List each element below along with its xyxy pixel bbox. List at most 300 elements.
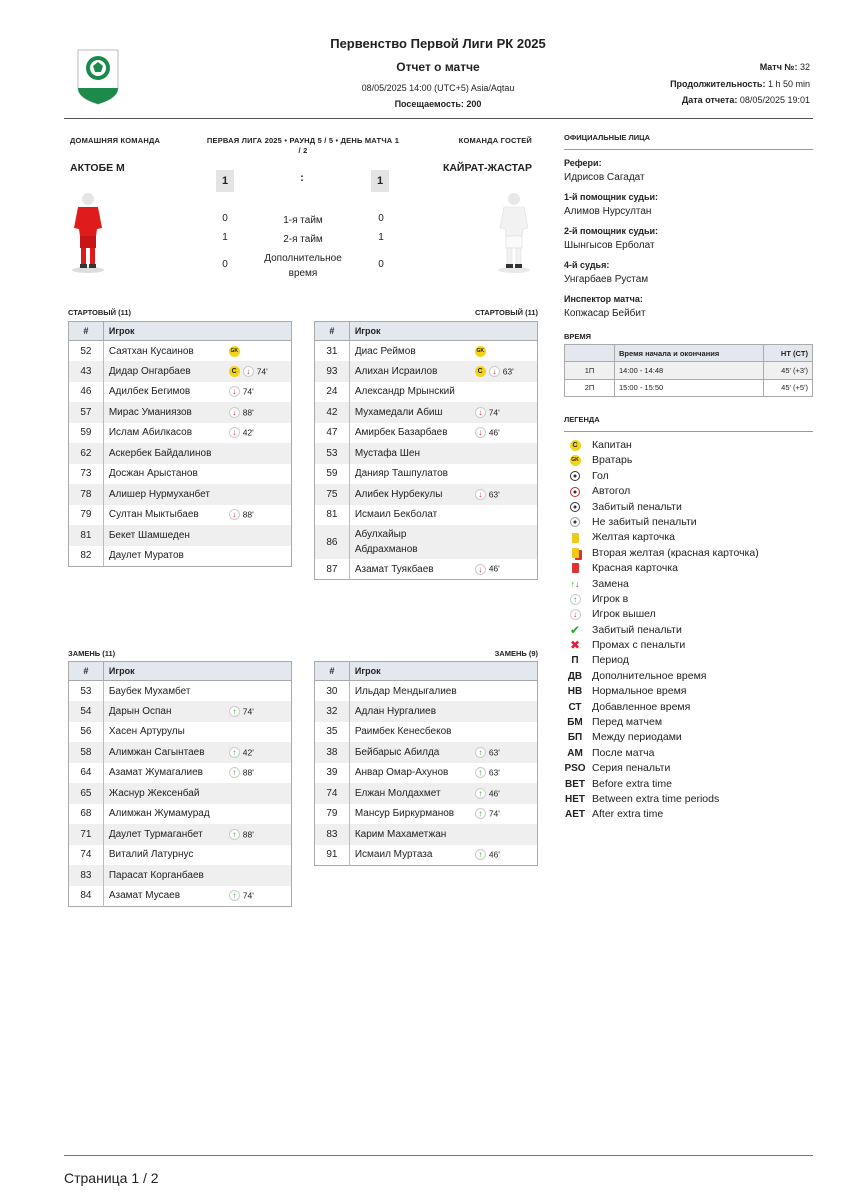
player-name: Азамат Мусаев [108, 890, 181, 901]
player-row [315, 742, 538, 763]
substitution-icon: ↑↓ [570, 578, 580, 589]
player-number: 87 [315, 559, 350, 580]
legend-label: Дополнительное время [592, 669, 707, 682]
player-number: 81 [69, 525, 104, 546]
player-row [315, 701, 538, 722]
player-number: 64 [69, 763, 104, 784]
goalkeeper-icon: GK [475, 346, 486, 357]
player-name: Мухамедали Абиш [349, 402, 472, 423]
player-in-icon: ↑ [475, 767, 486, 778]
player-out-icon: ↓ [229, 407, 240, 418]
header-divider [64, 118, 813, 119]
goal-icon [564, 469, 586, 484]
player-name: Бейбарыс Абилда [349, 742, 472, 763]
player-row [315, 845, 538, 866]
home-score: 1 [216, 170, 234, 192]
event-minute: 88' [242, 767, 254, 778]
legend-label: Желтая карточка [592, 531, 676, 544]
legend-item [564, 653, 813, 668]
event-minute: 63' [488, 746, 500, 757]
red-card-icon [564, 561, 586, 576]
legend-item [564, 623, 813, 638]
player-row [69, 382, 292, 403]
away-starting-title: СТАРТОВЫЙ (11) [474, 308, 538, 317]
player-row [315, 382, 538, 403]
home-starting-table [68, 321, 292, 567]
legend-item [564, 638, 813, 653]
player-events [227, 763, 292, 784]
player-out-icon: ↓ [475, 407, 486, 418]
player-name: Мустафа Шен [349, 443, 472, 464]
legend-abbrev: БМ [567, 717, 583, 729]
official-role: Рефери: [564, 158, 602, 168]
event-minute: 88' [242, 828, 254, 839]
player-name: Ильдар Мендыгалиев [354, 685, 457, 697]
player-name: Саятхан Кусаинов [108, 345, 194, 357]
officials-section [564, 133, 813, 327]
legend-abbrev: BET [565, 778, 585, 790]
own-goal-icon [564, 484, 586, 499]
event-minute: 63' [488, 767, 500, 778]
legend-abbrev: СТ [568, 701, 582, 713]
time-range: 14:00 - 14:48 [615, 362, 764, 380]
player-row [315, 722, 538, 743]
player-row [69, 443, 292, 464]
player-number: 57 [69, 402, 104, 423]
away-team-label: КОМАНДА ГОСТЕЙ [458, 136, 532, 145]
player-row [69, 423, 292, 444]
player-events [227, 824, 292, 845]
player-number: 52 [69, 341, 104, 362]
player-events [473, 443, 538, 464]
player-name: Султан Мыктыбаев [108, 509, 199, 521]
yellow-card-icon [564, 530, 586, 545]
duration-row: Продолжительность: 1 h 50 min [670, 78, 810, 89]
event-minute: 88' [242, 406, 254, 417]
player-name: Азамат Жумагалиев [108, 767, 203, 779]
player-name: Парасат Корганбаев [103, 865, 226, 886]
time-row [565, 379, 813, 397]
player-events [473, 722, 538, 743]
player-number: 74 [315, 783, 350, 804]
col-time-range: Время начала и окончания [615, 345, 764, 362]
player-number: 71 [69, 824, 104, 845]
legend-label: Забитый пенальти [592, 500, 682, 513]
legend-title: ЛЕГЕНДА [564, 415, 600, 424]
player-in-icon: ↑ [475, 808, 486, 819]
legend-label: Красная карточка [592, 562, 678, 575]
player-events [473, 804, 538, 825]
page-number: Страница 1 / 2 [64, 1170, 159, 1186]
player-number: 79 [69, 505, 104, 526]
player-number: 62 [69, 443, 104, 464]
player-events [227, 423, 292, 444]
legend-label: Серия пенальти [592, 762, 671, 775]
away-kit-icon [496, 190, 532, 274]
player-out-icon: ↓ [243, 366, 254, 377]
legend-label: Забитый пенальти [592, 623, 682, 636]
time-period: 2П [565, 379, 615, 397]
player-number: 53 [69, 681, 104, 702]
player-events [227, 681, 292, 702]
player-number: 32 [315, 701, 350, 722]
legend-label: Гол [592, 469, 609, 482]
col-period [565, 345, 615, 362]
score-separator: : [300, 172, 304, 184]
player-name: Аскербек Байдалинов [103, 443, 226, 464]
legend-label: Before extra time [592, 777, 672, 790]
player-name: Мирас Уманиязов [103, 402, 226, 423]
player-events [473, 382, 538, 403]
legend-label: Промах с пенальти [592, 639, 686, 652]
player-number: 35 [315, 722, 350, 743]
player-name: Дидар Онгарбаев [103, 361, 226, 382]
player-events [227, 443, 292, 464]
competition-title: Первенство Первой Лиги РК 2025 [330, 36, 546, 51]
col-player: Игрок [349, 322, 537, 341]
player-events [227, 546, 292, 567]
player-row [69, 402, 292, 423]
penalty-scored-icon [564, 500, 586, 515]
legend-item [564, 577, 813, 592]
player-events [227, 742, 292, 763]
event-minute: 46' [488, 849, 500, 860]
player-events [227, 722, 292, 743]
player-in-icon: ↑ [229, 706, 240, 717]
penalty-missed-icon [564, 515, 586, 530]
player-events [473, 361, 538, 382]
event-minute: 46' [488, 787, 500, 798]
player-row [315, 484, 538, 505]
shootout-scored-icon: ✔ [569, 622, 581, 637]
player-name: Анвар Омар-Ахунов [354, 767, 449, 779]
official-entry [564, 225, 813, 253]
home-subs-title: ЗАМЕНЬ (11) [68, 649, 116, 658]
player-row [69, 845, 292, 866]
official-role: Инспектор матча: [564, 294, 643, 304]
player-row [69, 783, 292, 804]
col-player: Игрок [349, 662, 537, 681]
event-minute: 63' [502, 365, 514, 376]
player-in-icon: ↑ [229, 747, 240, 758]
player-events [227, 505, 292, 526]
player-events [227, 865, 292, 886]
player-events [473, 701, 538, 722]
legend-label: Не забитый пенальти [592, 515, 697, 528]
official-entry [564, 259, 813, 287]
player-events [473, 402, 538, 423]
col-ht: HT (CT) [763, 345, 812, 362]
legend-item [564, 792, 813, 807]
player-events [227, 845, 292, 866]
player-row [69, 701, 292, 722]
legend-abbrev: П [571, 655, 579, 667]
player-in-icon: ↑ [229, 767, 240, 778]
time-ht: 45' (+3') [763, 362, 812, 380]
legend-item [564, 453, 813, 468]
player-out-icon: ↓ [475, 427, 486, 438]
legend-item [564, 484, 813, 499]
player-row [69, 742, 292, 763]
player-out-icon: ↓ [489, 366, 500, 377]
player-row [69, 341, 292, 362]
legend-label: Нормальное время [592, 685, 687, 698]
player-number: 58 [69, 742, 104, 763]
col-number: # [315, 322, 350, 341]
player-events [227, 886, 292, 907]
player-name: Бекет Шамшеден [103, 525, 226, 546]
player-name: Диас Реймов [354, 345, 416, 357]
player-in-icon: ↑ [475, 849, 486, 860]
player-row [315, 505, 538, 526]
player-number: 31 [315, 341, 350, 362]
match-datetime: 08/05/2025 14:00 (UTC+5) Asia/Aqtau [361, 83, 515, 93]
player-number: 53 [315, 443, 350, 464]
player-name: Александр Мрынский [354, 386, 455, 398]
time-range: 15:00 - 15:50 [615, 379, 764, 397]
player-events [227, 341, 292, 362]
player-events [473, 484, 538, 505]
player-number: 83 [69, 865, 104, 886]
time-period: 1П [565, 362, 615, 380]
legend-item [564, 561, 813, 576]
player-name: Адилбек Бегимов [108, 386, 191, 398]
time-section [564, 332, 813, 397]
official-entry [564, 191, 813, 219]
legend-label: Добавленное время [592, 700, 691, 713]
legend-section [564, 415, 813, 823]
legend-label: Капитан [592, 439, 632, 451]
player-number: 84 [69, 886, 104, 907]
official-name: Шынгысов Ерболат [564, 240, 655, 251]
second-yellow-icon [564, 546, 586, 561]
event-minute: 42' [242, 427, 254, 438]
col-player: Игрок [103, 322, 291, 341]
player-events [473, 824, 538, 845]
player-events [473, 423, 538, 444]
player-number: 93 [315, 361, 350, 382]
event-minute: 74' [256, 365, 268, 376]
legend-abbrev: HET [565, 793, 585, 805]
player-events [227, 402, 292, 423]
player-number: 59 [315, 464, 350, 485]
player-number: 74 [69, 845, 104, 866]
round-info: ПЕРВАЯ ЛИГА 2025 • РАУНД 5 / 5 • ДЕНЬ МАТЧА 1 / 2 [206, 136, 400, 155]
player-out-icon: ↓ [564, 607, 586, 622]
player-number: 24 [315, 382, 350, 403]
official-role: 4-й судья: [564, 260, 610, 270]
legend-abbrev: ДВ [567, 670, 583, 682]
legend-label: Вторая желтая (красная карточка) [592, 546, 759, 559]
player-row [69, 525, 292, 546]
player-row [69, 886, 292, 907]
legend-label: After extra time [592, 808, 664, 821]
time-row [565, 362, 813, 380]
player-events [473, 559, 538, 580]
home-team-label: ДОМАШНЯЯ КОМАНДА [70, 136, 161, 145]
legend-item [564, 469, 813, 484]
player-row [315, 361, 538, 382]
player-number: 75 [315, 484, 350, 505]
goalkeeper-icon: GK [229, 346, 240, 357]
player-name: Абулхайыр Абдрахманов [349, 525, 472, 559]
player-number: 79 [315, 804, 350, 825]
player-row [69, 722, 292, 743]
player-events [227, 525, 292, 546]
player-row [69, 464, 292, 485]
official-entry [564, 157, 813, 185]
player-out-icon: ↓ [475, 564, 486, 575]
player-in-icon: ↑ [229, 890, 240, 901]
player-row [69, 505, 292, 526]
legend-item [564, 500, 813, 515]
player-events [227, 804, 292, 825]
player-name: Елжан Молдахмет [349, 783, 472, 804]
player-number: 59 [69, 423, 104, 444]
legend-label: Период [592, 654, 629, 667]
player-row [315, 763, 538, 784]
player-events [227, 464, 292, 485]
player-out-icon: ↓ [229, 427, 240, 438]
player-name: Амирбек Базарбаев [354, 427, 448, 439]
player-events [227, 484, 292, 505]
legend-item [564, 700, 813, 715]
player-out-icon: ↓ [229, 386, 240, 397]
home-kit-icon [70, 190, 106, 274]
player-number: 91 [315, 845, 350, 866]
player-in-icon: ↑ [475, 747, 486, 758]
player-row [315, 423, 538, 444]
legend-label: Замена [592, 577, 629, 590]
event-minute: 46' [488, 563, 500, 574]
player-events [473, 783, 538, 804]
player-number: 54 [69, 701, 104, 722]
player-number: 82 [69, 546, 104, 567]
player-name: Карим Махаметжан [349, 824, 472, 845]
report-date-row: Дата отчета: 08/05/2025 19:01 [681, 95, 810, 105]
player-in-icon: ↑ [475, 788, 486, 799]
player-name: Ислам Абилкасов [108, 427, 193, 439]
player-name: Алихан Исраилов [349, 361, 472, 382]
home-starting-title: СТАРТОВЫЙ (11) [68, 308, 132, 317]
player-row [69, 865, 292, 886]
col-number: # [315, 662, 350, 681]
player-name: Даулет Муратов [108, 550, 184, 561]
away-score: 1 [371, 170, 389, 192]
goalkeeper-icon: GK [564, 453, 586, 468]
player-row [315, 525, 538, 559]
legend-label: Между периодами [592, 731, 682, 744]
legend-label: Игрок в [592, 592, 629, 605]
player-row [69, 804, 292, 825]
player-row [315, 464, 538, 485]
player-events [473, 763, 538, 784]
player-number: 56 [69, 722, 104, 743]
event-minute: 42' [242, 746, 254, 757]
legend-item [564, 730, 813, 745]
col-number: # [69, 662, 104, 681]
player-name: Мансур Биркурманов [354, 808, 455, 820]
legend-label: Игрок вышел [592, 608, 656, 621]
officials-title: ОФИЦИАЛЬНЫЕ ЛИЦА [564, 133, 651, 142]
legend-abbrev: PSO [564, 763, 586, 775]
captain-icon: C [229, 366, 240, 377]
shootout-missed-icon: ✖ [569, 638, 581, 653]
player-row [69, 546, 292, 567]
player-events [227, 382, 292, 403]
player-events [473, 525, 538, 559]
legend-item [564, 607, 813, 622]
player-out-icon: ↓ [229, 509, 240, 520]
player-row [315, 804, 538, 825]
official-role: 2-й помощник судьи: [564, 226, 659, 236]
player-name: Исмаил Муртаза [354, 849, 433, 860]
player-name: Алибек Нурбекулы [349, 484, 472, 505]
player-number: 39 [315, 763, 350, 784]
player-name: Алишер Нурмуханбет [103, 484, 226, 505]
event-minute: 46' [488, 427, 500, 438]
player-name: Алимжан Жумамурад [108, 808, 210, 820]
player-row [69, 763, 292, 784]
match-number-row: Матч №: 32 [759, 62, 810, 72]
player-name: Адлан Нургалиев [349, 701, 472, 722]
player-name: Жаснур Жексенбай [103, 783, 226, 804]
player-row [315, 402, 538, 423]
player-number: 42 [315, 402, 350, 423]
event-minute: 63' [488, 488, 500, 499]
player-row [315, 824, 538, 845]
legend-item [564, 715, 813, 730]
official-name: Копжасар Бейбит [564, 308, 646, 319]
player-events [473, 681, 538, 702]
legend-item [564, 746, 813, 761]
player-in-icon: ↑ [564, 592, 586, 607]
player-number: 38 [315, 742, 350, 763]
time-ht: 45' (+5') [763, 379, 812, 397]
player-number: 73 [69, 464, 104, 485]
player-number: 43 [69, 361, 104, 382]
event-minute: 74' [242, 705, 254, 716]
player-row [69, 681, 292, 702]
player-number: 65 [69, 783, 104, 804]
legend-item [564, 777, 813, 792]
away-subs-table [314, 661, 538, 866]
legend-label: Вратарь [592, 454, 633, 467]
player-number: 30 [315, 681, 350, 702]
match-meta [670, 60, 810, 110]
event-minute: 74' [242, 386, 254, 397]
player-name: Исмаил Бекболат [354, 509, 438, 521]
legend-abbrev: БП [567, 732, 583, 744]
player-events [473, 464, 538, 485]
legend-label: Перед матчем [592, 716, 663, 729]
player-name: Баубек Мухамбет [108, 685, 191, 697]
away-team-name: КАЙРАТ-ЖАСТАР [442, 162, 532, 174]
legend-abbrev: АМ [567, 747, 583, 759]
captain-icon: C [475, 366, 486, 377]
player-number: 46 [69, 382, 104, 403]
legend-item [564, 530, 813, 545]
player-events [227, 701, 292, 722]
legend-item [564, 546, 813, 561]
player-events [473, 341, 538, 362]
player-name: Дарын Оспан [103, 701, 226, 722]
player-name: Виталий Латурнус [108, 849, 194, 861]
league-logo [74, 48, 122, 106]
legend-label: После матча [592, 746, 655, 759]
legend-divider [564, 431, 813, 432]
col-number: # [69, 322, 104, 341]
